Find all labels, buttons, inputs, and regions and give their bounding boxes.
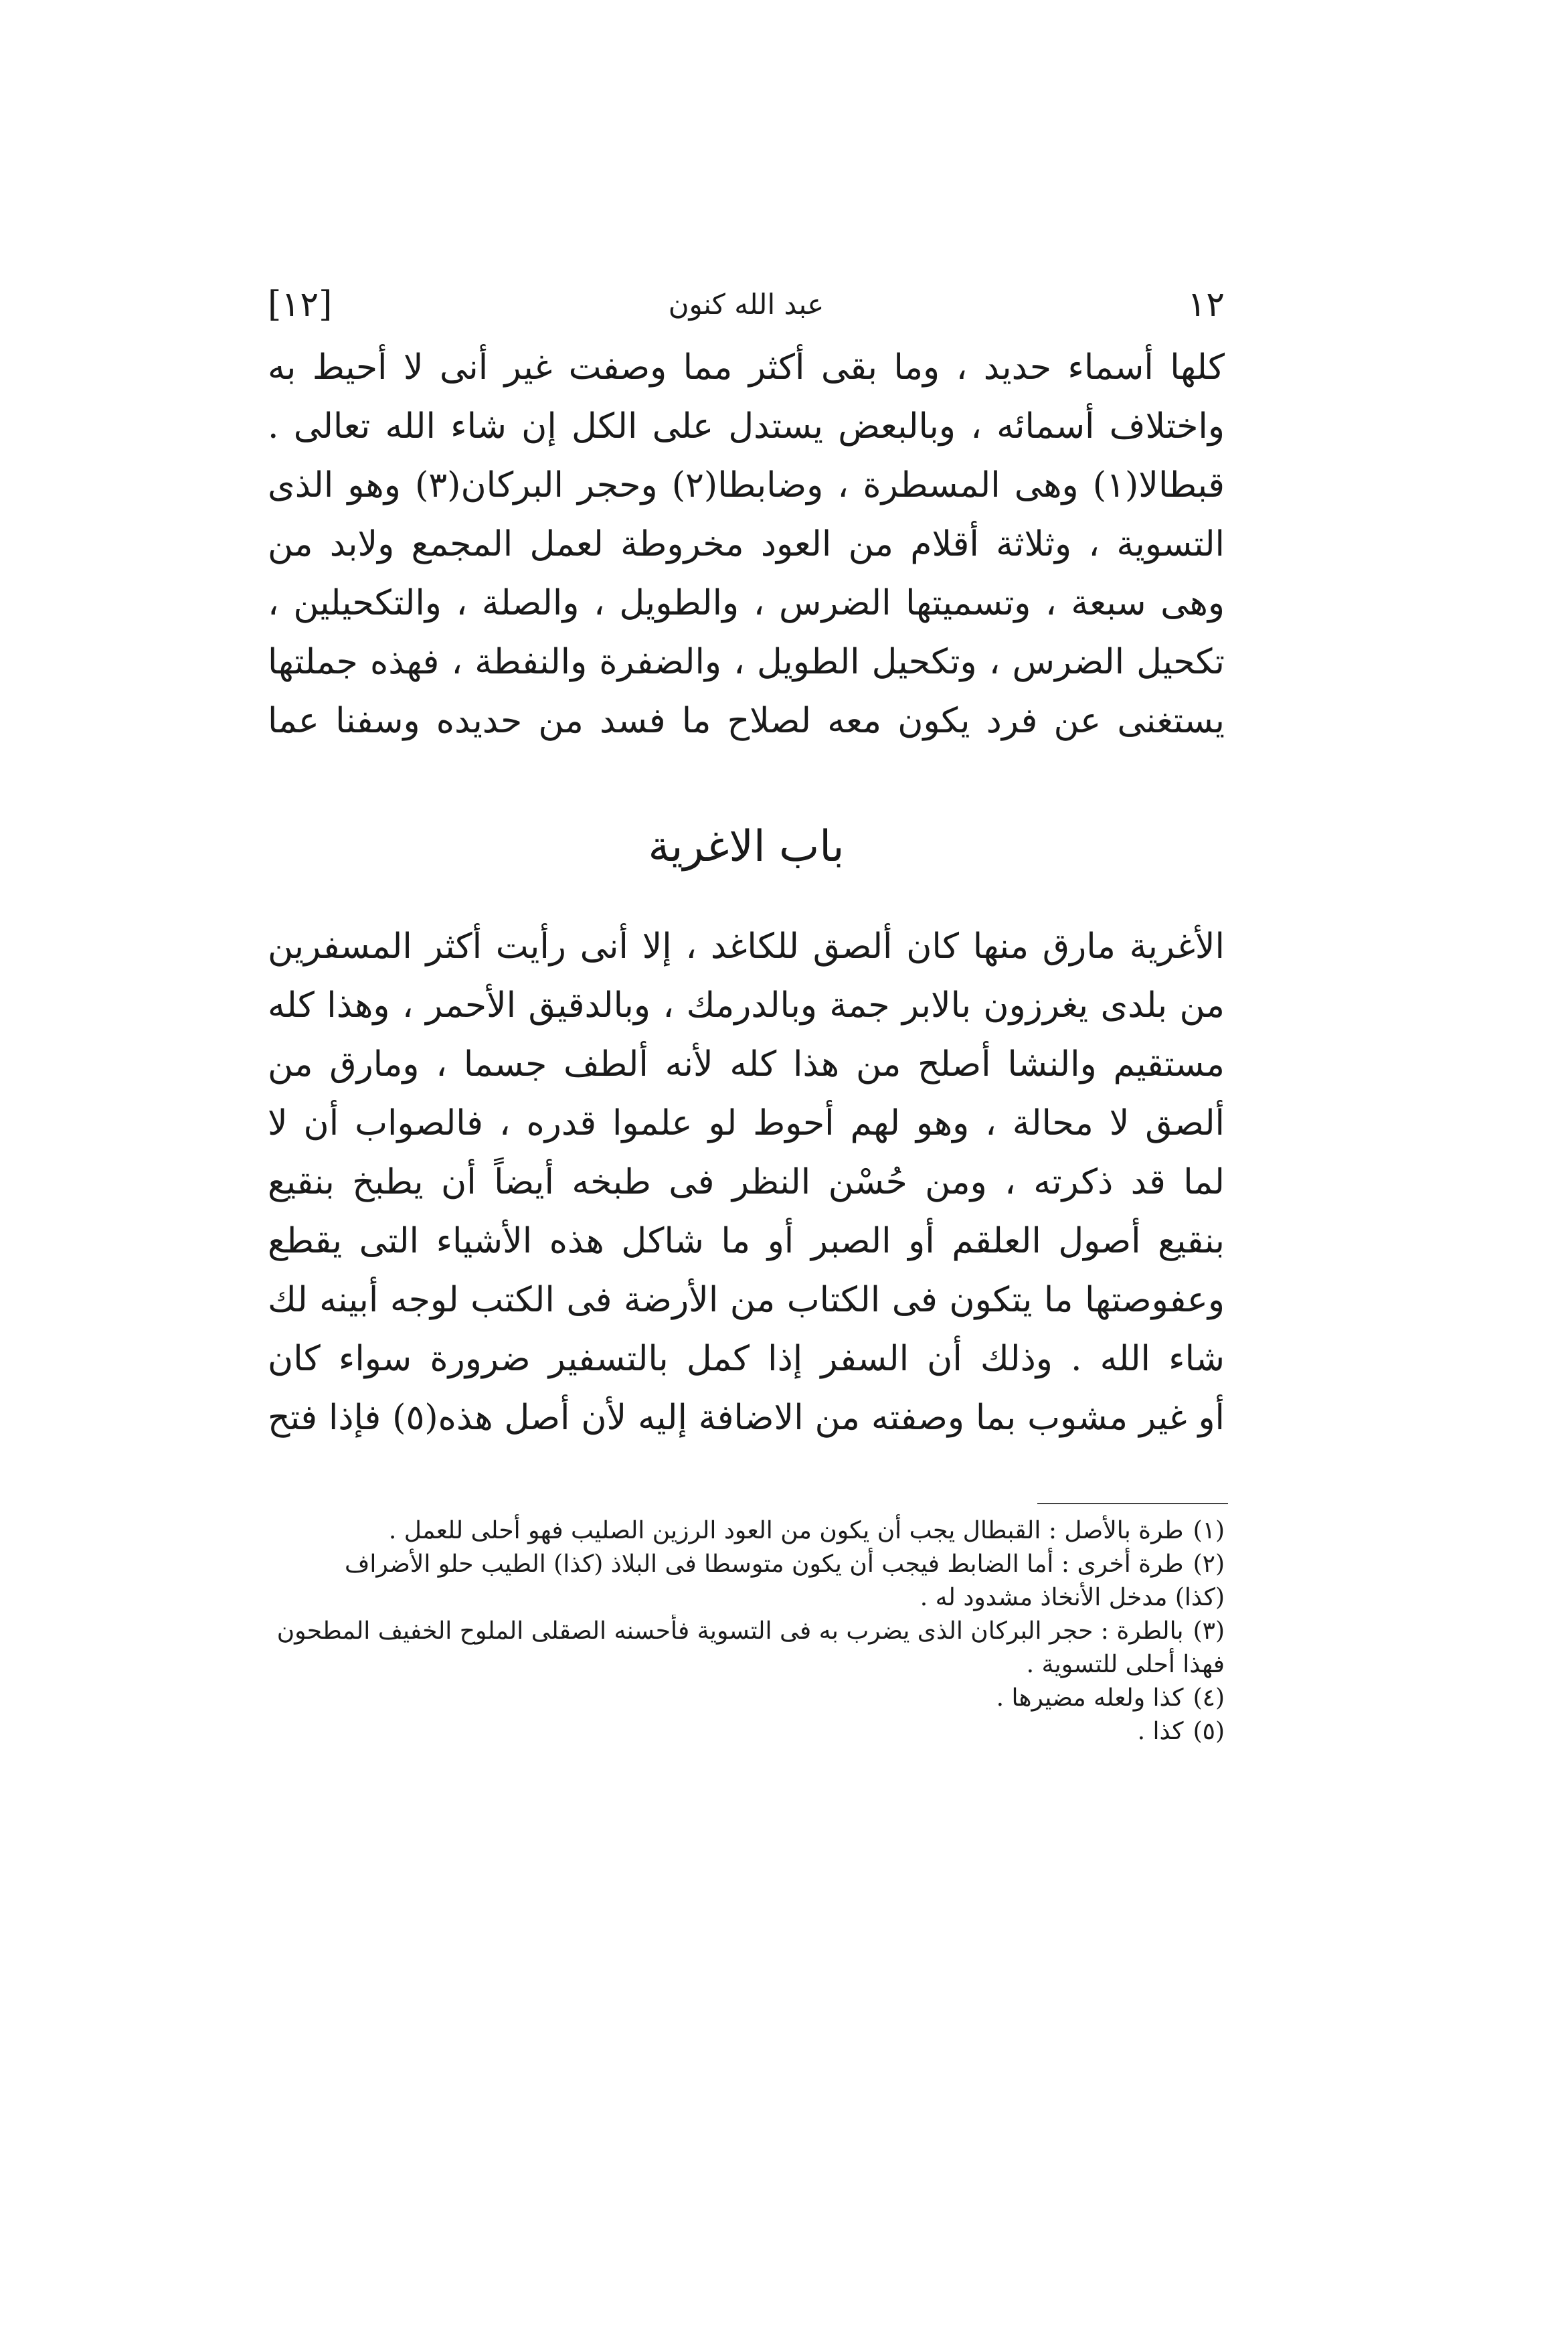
footnote-continuation <box>268 1648 1225 1682</box>
footnote-text: كذا . <box>1137 1718 1184 1745</box>
footnote-divider <box>1037 1503 1228 1504</box>
text-line: أو غير مشوب بما وصفته من الاضافة إليه لأن أصل هذه(٥) فإذا فتح <box>268 1398 1225 1438</box>
text-line: ألصق لا محالة ، وهو لهم أحوط لو علموا قدره ، فالصواب أن لا <box>268 1103 1225 1143</box>
footnote <box>268 1514 1225 1548</box>
footnote-text: كذا ولعله مضيرها . <box>996 1684 1184 1712</box>
footnote <box>268 1682 1225 1715</box>
footnote-text: بالطرة : حجر البركان الذى يضرب به فى التسوية فأحسنه الصقلى الملوح الخفيف المطحون <box>276 1617 1184 1645</box>
text-line: تكحيل الضرس ، وتكحيل الطويل ، والضفرة والنفطة ، فهذه جملتها <box>268 642 1225 682</box>
footnote-text: طرة أخرى : أما الضابط فيجب أن يكون متوسطا فى البلاذ (كذا) الطيب حلو الأضراف <box>345 1550 1184 1578</box>
text-line: يستغنى عن فرد يكون معه لصلاح ما فسد من حديده وسفنا عما <box>268 701 1225 741</box>
footnote <box>268 1548 1225 1581</box>
page-header <box>268 274 1225 335</box>
footnote-number: (٥) <box>1193 1718 1225 1745</box>
paragraph-tools <box>268 338 1225 750</box>
footnote <box>268 1615 1225 1648</box>
page-number: ١٢ <box>1187 285 1225 325</box>
footnote-number: (١) <box>1193 1517 1225 1544</box>
footnote <box>268 1715 1225 1749</box>
text-line: التسوية ، وثلاثة أقلام من العود مخروطة لعمل المجمع ولابد من <box>268 524 1225 564</box>
paragraph-glues <box>268 917 1225 1447</box>
footnote-continuation <box>268 1581 1225 1615</box>
footnote-number: (٣) <box>1193 1617 1225 1645</box>
bracket-page-number: [١٢] <box>268 285 333 325</box>
text-line: لما قد ذكرته ، ومن حُسْن النظر فى طبخه أيضاً أن يطبخ بنقيع <box>268 1162 1225 1202</box>
footnote-text: طرة بالأصل : القبطال يجب أن يكون من العود الرزين الصليب فهو أحلى للعمل . <box>388 1517 1184 1544</box>
footnote-text: فهذا أحلى للتسوية . <box>1026 1651 1225 1678</box>
text-line: الأغرية مارق منها كان ألصق للكاغد ، إلا أنى رأيت أكثر المسفرين <box>268 926 1225 967</box>
footnote-text: (كذا) مدخل الأنخاذ مشدود له . <box>920 1584 1225 1611</box>
text-line: قبطالا(١) وهى المسطرة ، وضابطا(٢) وحجر البركان(٣) وهو الذى <box>268 465 1225 505</box>
footnote-number: (٢) <box>1193 1550 1225 1578</box>
text-line: كلها أسماء حديد ، وما بقى أكثر مما وصفت غير أنى لا أحيط به <box>268 347 1225 388</box>
footnotes <box>268 1514 1225 1749</box>
text-line: بنقيع أصول العلقم أو الصبر أو ما شاكل هذه الأشياء التى يقطع <box>268 1221 1225 1261</box>
text-line: وهى سبعة ، وتسميتها الضرس ، والطويل ، والصلة ، والتكحيلين ، <box>268 583 1225 623</box>
text-line: شاء الله . وذلك أن السفر إذا كمل بالتسفير ضرورة سواء كان <box>268 1339 1225 1379</box>
text-line: من بلدى يغرزون بالابر جمة وبالدرمك ، وبالدقيق الأحمر ، وهذا كله <box>268 985 1225 1026</box>
footnote-number: (٤) <box>1193 1684 1225 1712</box>
text-line: وعفوصتها ما يتكون فى الكتاب من الأرضة فى الكتب لوجه أبينه لك <box>268 1280 1225 1320</box>
section-title: باب الاغرية <box>648 822 845 872</box>
text-line: مستقيم والنشا أصلح من هذا كله لأنه ألطف جسما ، ومارق من <box>268 1044 1225 1084</box>
text-line: واختلاف أسمائه ، وبالبعض يستدل على الكل إن شاء الله تعالى . <box>268 406 1225 447</box>
running-head: عبد الله كنون <box>668 288 824 321</box>
